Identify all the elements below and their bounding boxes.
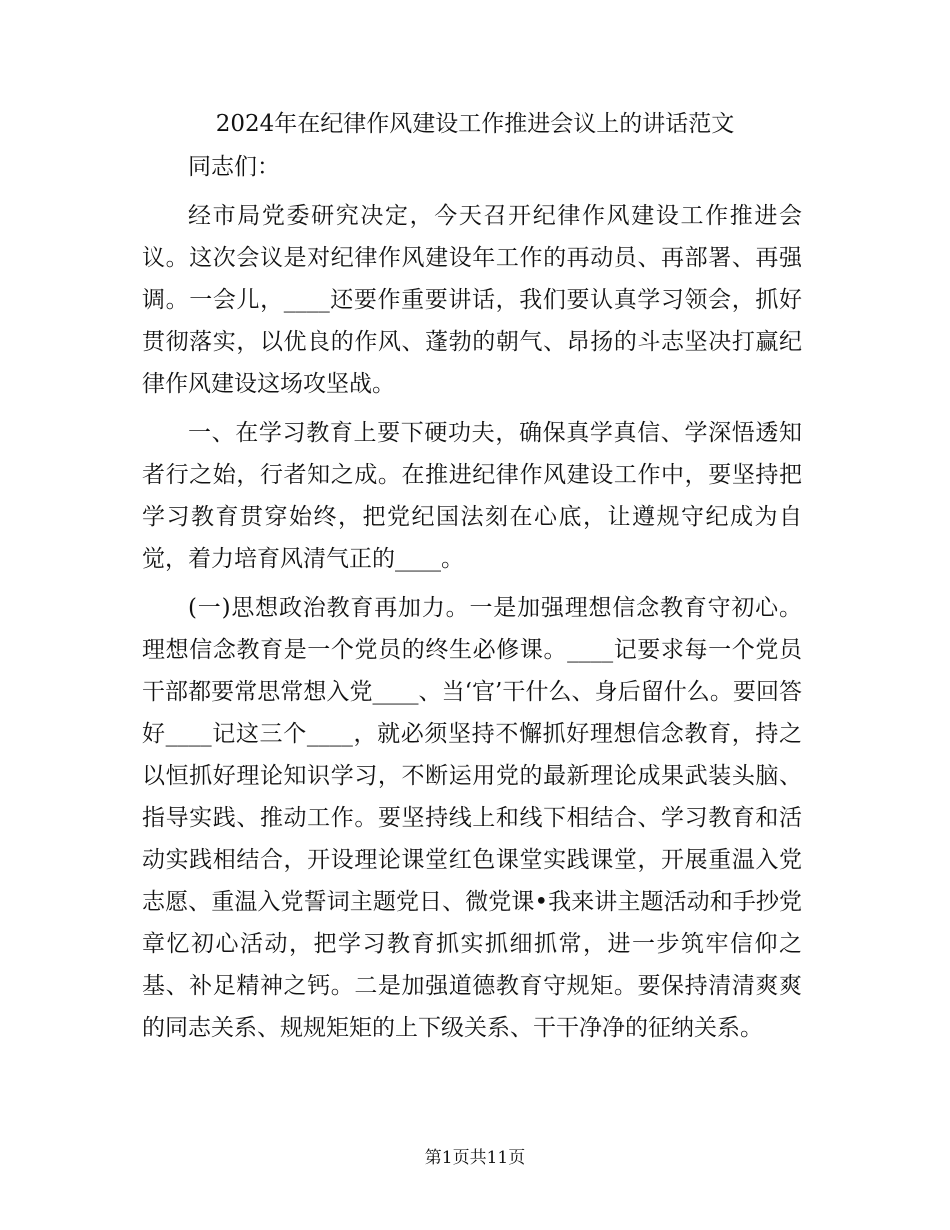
document-title: 2024年在纪律作风建设工作推进会议上的讲话范文	[215, 111, 735, 137]
document-body	[142, 146, 802, 1049]
page-number-footer: 第1页共11页	[424, 1148, 526, 1168]
salutation: 同志们：	[188, 154, 280, 180]
paragraph-2: 一、在学习教育上要下硬功夫，确保真学真信、学深悟透知者行之始，行者知之成。在推进纪律作风建设工作中，要坚持把学习教育贯穿始终，把党纪国法刻在心底，让遵规守纪成为自觉，着力培育风清气正的____。	[142, 420, 802, 572]
paragraph-1: 经市局党委研究决定，今天召开纪律作风建设工作推进会议。这次会议是对纪律作风建设年工作的再动员、再部署、再强调。一会儿，____还要作重要讲话，我们要认真学习领会，抓好贯彻落实，以优良的作风、蓬勃的朝气、昂扬的斗志坚决打赢纪律作风建设这场攻坚战。	[142, 203, 802, 397]
paragraph-3: (一)思想政治教育再加力。一是加强理想信念教育守初心。理想信念教育是一个党员的终生必修课。____记要求每一个党员干部都要常思常想入党____、当‘官’干什么、身后留什么。要回答好____记这三个____，就必须坚持不懈抓好理想信念教育，持之以恒抓好理论知识学习，不断运用党的最新理论成果武装头脑、指导实践、推动工作。要坚持线上和线下相结合、学习教育和活动实践相结合，开设理论课堂红色课堂实践课堂，开展重温入党志愿、重温入党誓词主题党日、微党课•我来讲主题活动和手抄党章忆初心活动，把学习教育抓实抓细抓常，进一步筑牢信仰之基、补足精神之钙。二是加强道德教育守规矩。要保持清清爽爽的同志关系、规规矩矩的上下级关系、干干净净的征纳关系。	[142, 595, 802, 1041]
